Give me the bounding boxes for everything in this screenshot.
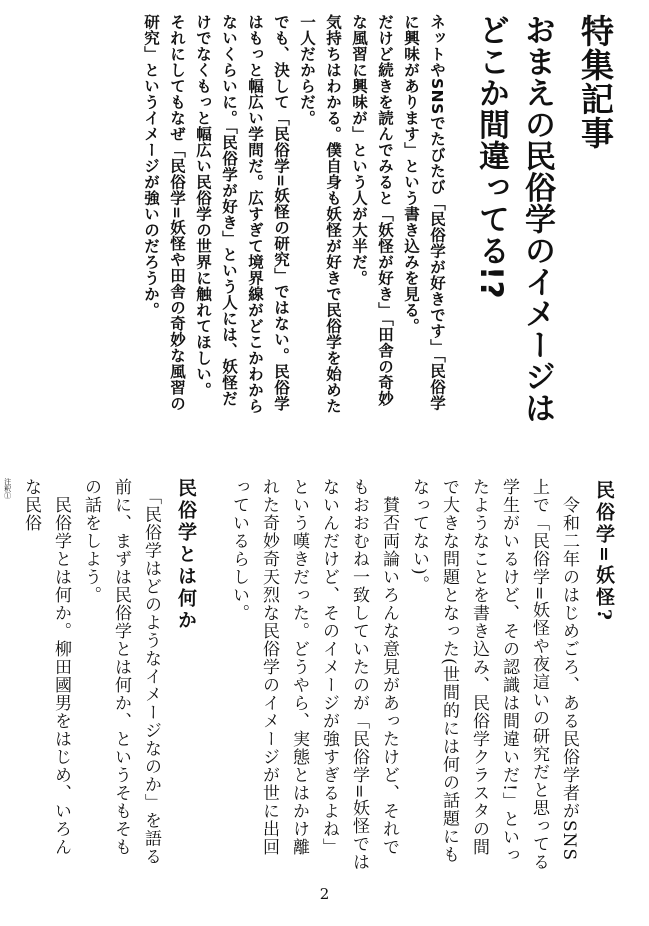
feature-header [19,14,619,426]
article-body [3,478,624,873]
intro-paragraph: 気持ちはわかる。僕自身も妖怪が好きで民俗学を始めた一人だからだ。 [298,14,342,414]
body-paragraph [404,478,584,873]
footnote-marker: 注釈① [3,478,12,499]
section-heading: 民俗学=妖怪? [593,480,615,624]
body-paragraph [16,478,76,873]
intro-paragraph: それにしてもなぜ「民俗学=妖怪や田舎の奇妙な風習の研究」というイメージが強いのだろうか。 [142,14,186,412]
intro-text [138,14,450,422]
section-text [0,478,166,873]
body-paragraph [224,478,404,873]
body-paragraph [76,478,166,873]
intro-paragraph: でも、決して「民俗学=妖怪の研究」ではない。民俗学はもっと幅広い学問だ。広すぎて境界線がどこかわからないくらいに。「民俗学が好き」という人には、妖怪だけでなくもっと幅広い民俗学の世界に触れてほしい。 [194,14,290,414]
body-paragraph-text: 「民俗学はどのようなイメージなのか」を語る前に、まずは民俗学とは何か、というそもそもの話をしよう。 [81,478,161,866]
page-number: 2 [319,885,330,903]
section-heading: 民俗学とは何か [175,478,197,632]
body-paragraph-text: 令和二年のはじめごろ、ある民俗学者がSNS上で「民俗学=妖怪や夜這いの研究だと思ってる学生がいるけど、その認識は間違いだ!」といったようなことを書き込み、民俗学クラスタの間で大きな問題となった(世間的には何の話題にもなってない)。 [409,478,579,872]
intro-paragraph: だけど続きを読んでみると「妖怪が好き」「田舎の奇妙な風習に興味が」という人が大半だ。 [350,14,394,407]
section-label: 特集記事 [576,14,615,150]
section-text [224,478,584,873]
body-paragraph-text: 賛否両論いろんな意見があったけど、それでもおおむね一致していたのが「民俗学=妖怪ではないんだけど、そのイメージが強すぎるよね」という嘆きだった。どうやら、実態とはかけ離れた奇妙奇天烈な民俗学のイメージが世に出回っているらしい。 [229,478,399,872]
body-paragraph-text: 民俗学とは何か。柳田國男をはじめ、いろんな民俗 [21,478,71,856]
intro-paragraph: ネットやSNSでたびたび「民俗学が好きです」「民俗学に興味があります」という書き込みを見る。 [402,14,446,412]
article-title: おまえの民俗学のイメージはどこか間違ってる!? [473,14,555,424]
